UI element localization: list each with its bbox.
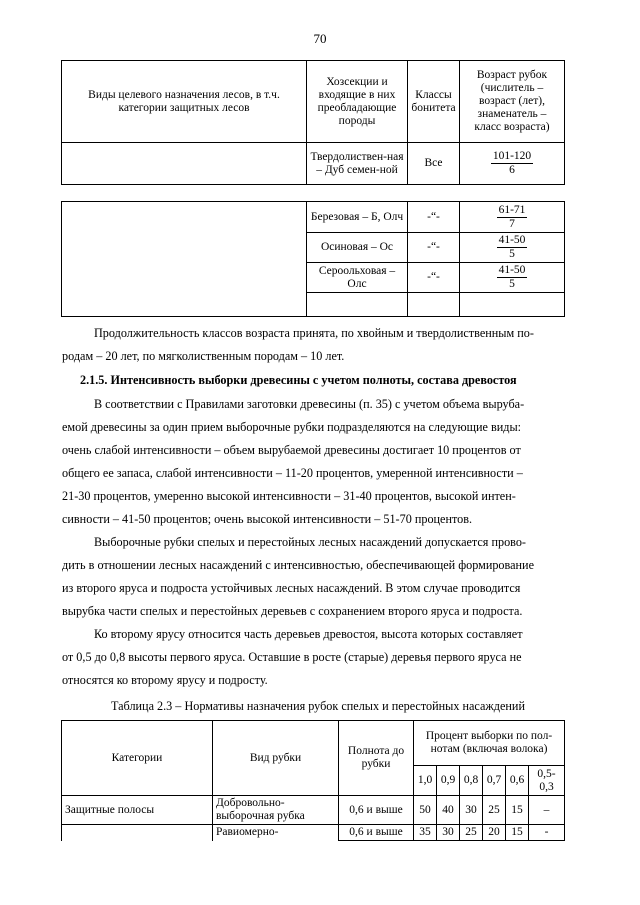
table-cell-age	[460, 143, 565, 185]
table-cell-value: 50	[414, 796, 437, 825]
header-forest-purpose: Виды целевого назначения лесов, в т.ч. категории защитных лесов	[62, 61, 307, 143]
age-numerator: 41-50	[498, 234, 526, 246]
header-felling-age: Возраст рубок (числитель – возраст (лет), знаменатель – класс возраста)	[460, 61, 565, 143]
table-cell-value: –	[529, 796, 565, 825]
table-cell-value: 30	[437, 825, 460, 841]
header-felling-type: Вид рубки	[213, 721, 339, 796]
norms-table	[61, 720, 565, 841]
age-numerator: 41-50	[498, 264, 526, 276]
table-cell	[307, 293, 408, 317]
table-cell-class: -“-	[408, 233, 460, 263]
paragraph-line: сивности – 41-50 процентов; очень высокой интенсивности – 51-70 процентов.	[62, 512, 473, 526]
paragraph-line: вырубка части спелых и перестойных деревьев с сохранением второго яруса и подроста.	[62, 604, 523, 618]
header-density: Полнота до рубки	[339, 721, 414, 796]
section-heading: 2.1.5. Интенсивность выборки древесины с учетом полноты, состава древостоя	[80, 373, 517, 387]
header-density-value: 1,0	[414, 766, 437, 796]
paragraph-line: Выборочные рубки спелых и перестойных лесных насаждений допускается прово-	[94, 535, 526, 549]
table-cell-value: 25	[483, 796, 506, 825]
header-percent: Процент выборки по пол-нотам (включая волока)	[414, 721, 565, 766]
table-cell-age	[460, 233, 565, 263]
table-cell-type: Равиомерно-	[213, 825, 339, 841]
paragraph-line: дить в отношении лесных насаждений с интенсивностью, обеспечивающей формирование	[62, 558, 534, 572]
header-density-value: 0,7	[483, 766, 506, 796]
age-numerator: 101-120	[492, 150, 532, 162]
header-category: Категории	[62, 721, 213, 796]
paragraph-line: родам – 20 лет, по мягколиственным породам – 10 лет.	[62, 349, 345, 363]
table-cell-value: 20	[483, 825, 506, 841]
header-density-value: 0,6	[506, 766, 529, 796]
table-cell-density: 0,6 и выше	[339, 825, 414, 841]
table-cell-value: 30	[460, 796, 483, 825]
table-cell-species: Березовая – Б, Олч	[307, 202, 408, 233]
table-cell-value: 35	[414, 825, 437, 841]
table-cell-species: Сероольховая – Олс	[307, 263, 408, 293]
age-numerator: 61-71	[498, 203, 526, 216]
paragraph-line: относятся ко второму ярусу и подросту.	[62, 673, 268, 687]
header-density-value: 0,5-0,3	[529, 766, 565, 796]
table-cell-value: -	[529, 825, 565, 841]
age-denominator: 6	[509, 164, 515, 176]
paragraph-line: В соответствии с Правилами заготовки древесины (п. 35) с учетом объема выруба-	[94, 397, 525, 411]
table-cell	[62, 143, 307, 185]
table-cell	[460, 293, 565, 317]
table-cell-age	[460, 202, 565, 233]
table-cell-density: 0,6 и выше	[339, 796, 414, 825]
table-cell-category	[62, 825, 213, 841]
page-number: 70	[313, 31, 327, 46]
table-cell	[62, 202, 307, 317]
paragraph-line: емой древесины за один прием выборочные рубки подразделяются на следующие виды:	[62, 420, 522, 434]
table-cell-class: Все	[408, 143, 460, 185]
table-cell-value: 15	[506, 796, 529, 825]
header-density-value: 0,9	[437, 766, 460, 796]
age-denominator: 5	[509, 248, 515, 260]
table-cell-age	[460, 263, 565, 293]
paragraph-line: очень слабой интенсивности – объем вырубаемой древесины достигает 10 процентов от	[62, 443, 521, 457]
age-denominator: 7	[509, 217, 515, 230]
paragraph-line: Продолжительность классов возраста принята, по хвойным и твердолиственным по-	[94, 326, 534, 340]
paragraph-line: Ко второму ярусу относится часть деревьев древостоя, высота которых составляет	[94, 627, 523, 641]
table-cell-type: Добровольно-выборочная рубка	[213, 796, 339, 825]
header-bonitet: Классы бонитета	[408, 61, 460, 143]
age-table-part1	[61, 60, 565, 185]
table-cell-value: 15	[506, 825, 529, 841]
table-cell-category: Защитные полосы	[62, 796, 213, 825]
table-cell-class: -“-	[408, 202, 460, 233]
header-density-value: 0,8	[460, 766, 483, 796]
paragraph-line: от 0,5 до 0,8 высоты первого яруса. Оставшие в росте (старые) деревья первого яруса не	[62, 650, 522, 664]
paragraph-line: 21-30 процентов, умеренно высокой интенсивности – 31-40 процентов, высокой интен-	[62, 489, 516, 503]
table-caption: Таблица 2.3 – Нормативы назначения рубок спелых и перестойных насаждений	[111, 699, 525, 713]
age-denominator: 5	[509, 278, 515, 290]
table-cell-species: Твердолиствен-ная – Дуб семен-ной	[307, 143, 408, 185]
table-cell	[408, 293, 460, 317]
age-table-part2	[61, 201, 565, 317]
paragraph-line: общего ее запаса, слабой интенсивности – 11-20 процентов, умеренной интенсивности –	[62, 466, 523, 480]
table-cell-value: 40	[437, 796, 460, 825]
table-cell-species: Осиновая – Ос	[307, 233, 408, 263]
table-cell-class: -“-	[408, 263, 460, 293]
table-cell-value: 25	[460, 825, 483, 841]
paragraph-line: из второго яруса и подроста устойчивых лесных насаждений. В этом случае проводится	[62, 581, 521, 595]
header-sections-species: Хозсекции и входящие в них преобладающие породы	[307, 61, 408, 143]
